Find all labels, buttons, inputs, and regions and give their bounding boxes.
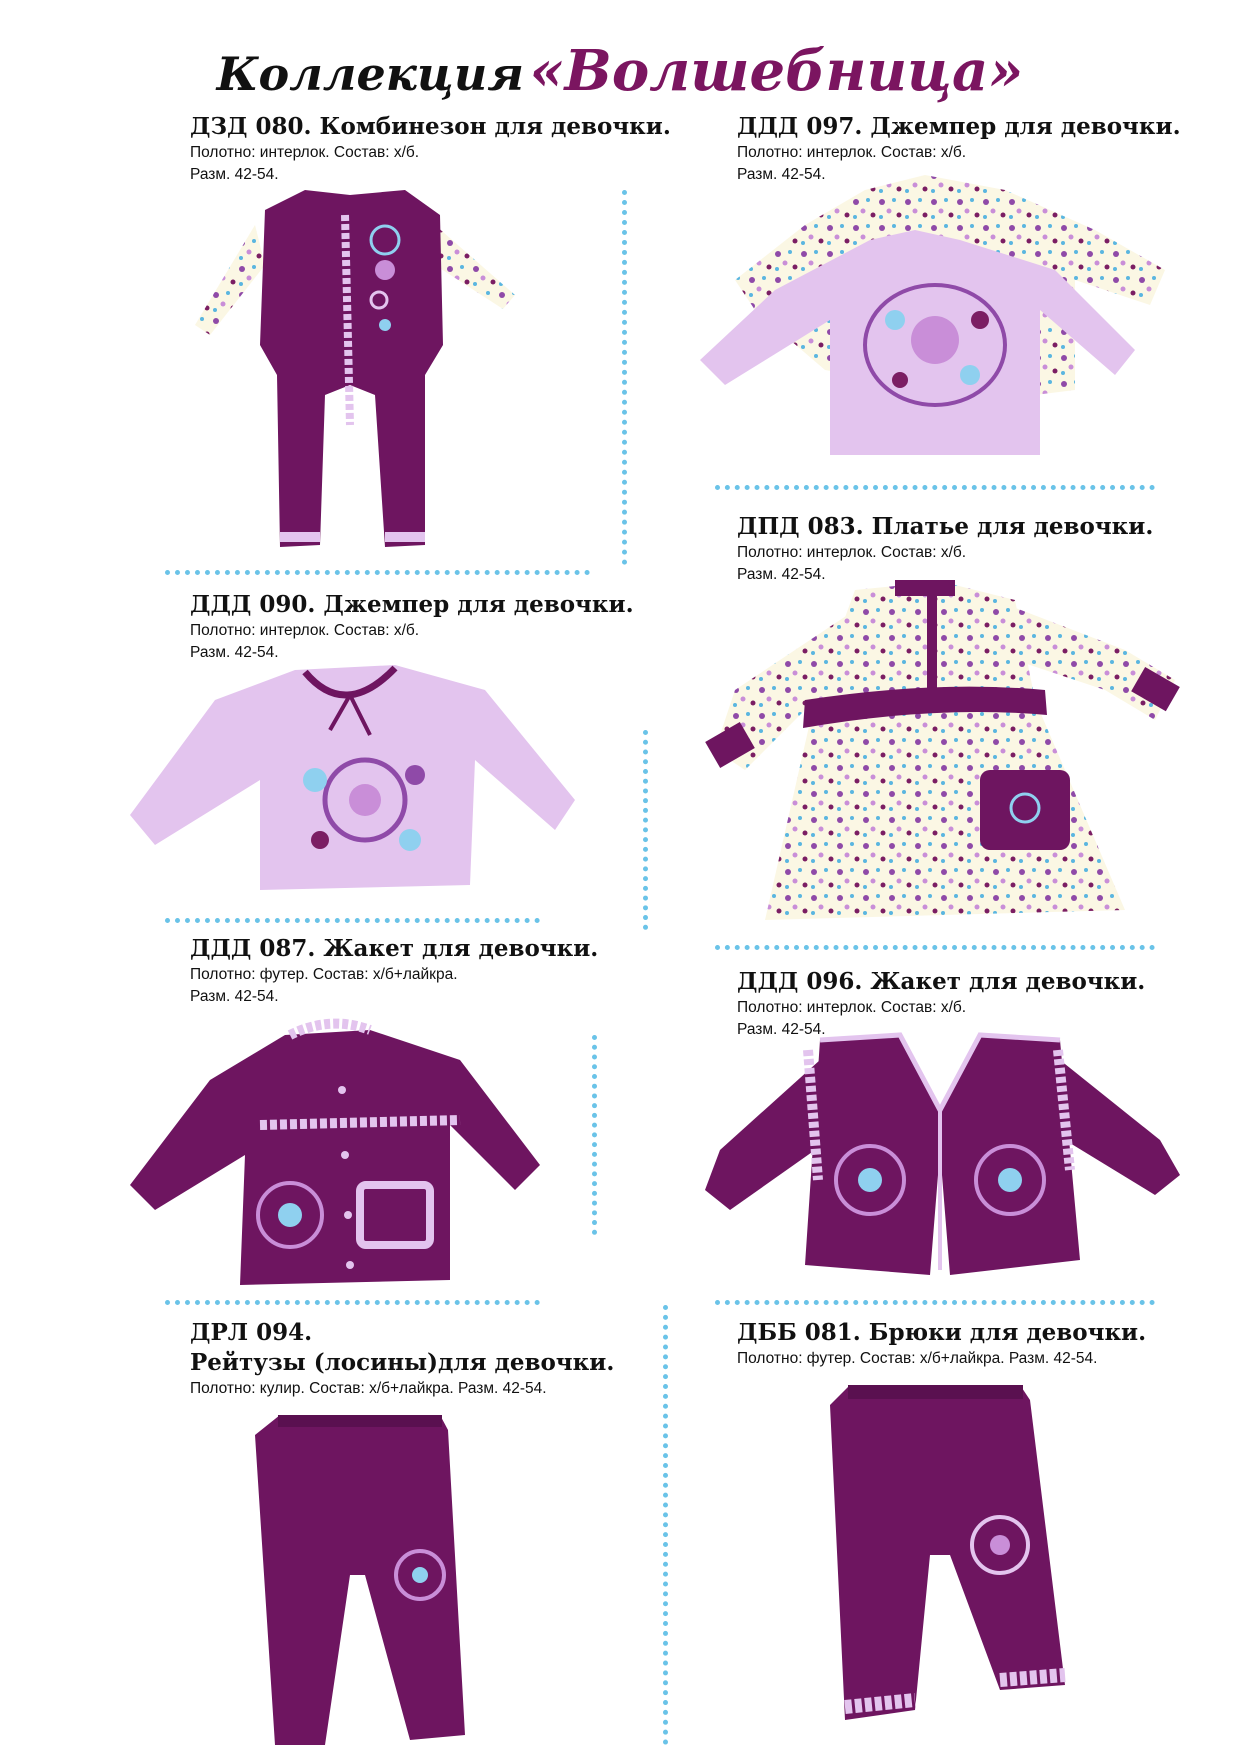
product-sizes: Разм. 42-54.: [190, 988, 279, 1005]
divider-horizontal: [165, 570, 590, 575]
divider-horizontal: [715, 1300, 1155, 1305]
product-dzd-080: [190, 112, 671, 186]
product-dpd-083: [737, 512, 1153, 586]
jumper-pair-image: [695, 170, 1165, 460]
product-title: ДДД 090. Джемпер для девочки.: [190, 591, 634, 618]
divider-vertical: [592, 1035, 597, 1235]
product-sizes: Разм. 42-54.: [737, 166, 826, 183]
product-fabric: Полотно: кулир. Состав: х/б+лайкра. Разм. 42-54.: [190, 1380, 547, 1397]
product-sizes: Разм. 42-54.: [737, 1021, 826, 1038]
product-title: ДДД 097. Джемпер для девочки.: [737, 113, 1181, 140]
product-fabric: Полотно: футер. Состав: х/б+лайкра.: [190, 966, 458, 983]
divider-horizontal: [715, 485, 1155, 490]
product-ddd-090: [190, 590, 634, 664]
product-fabric: Полотно: интерлок. Состав: х/б.: [737, 999, 967, 1016]
product-drl-094: [190, 1318, 614, 1400]
product-fabric: Полотно: интерлок. Состав: х/б.: [737, 144, 967, 161]
product-sizes: Разм. 42-54.: [190, 166, 279, 183]
product-title-line2: Рейтузы (лосины)для девочки.: [190, 1349, 615, 1376]
divider-horizontal: [165, 918, 540, 923]
jumpsuit-image: [185, 185, 525, 555]
product-sizes: Разм. 42-54.: [737, 566, 826, 583]
product-fabric: Полотно: интерлок. Состав: х/б.: [190, 144, 420, 161]
dress-image: [705, 580, 1185, 925]
product-title: ДДД 096. Жакет для девочки.: [737, 968, 1146, 995]
divider-vertical: [622, 190, 627, 565]
product-title: ДДД 087. Жакет для девочки.: [190, 935, 599, 962]
product-title: ДРЛ 094.: [190, 1319, 313, 1346]
divider-vertical: [663, 1305, 668, 1745]
product-ddd-087: [190, 934, 598, 1008]
product-title: ДББ 081. Брюки для девочки.: [737, 1319, 1147, 1346]
divider-horizontal: [165, 1300, 540, 1305]
product-sizes: Разм. 42-54.: [190, 644, 279, 661]
collection-name: «Волшебница»: [529, 38, 1024, 104]
product-dbb-081: [737, 1318, 1146, 1370]
leggings-image: [250, 1415, 470, 1750]
product-fabric: Полотно: интерлок. Состав: х/б.: [190, 622, 420, 639]
title-prefix: Коллекция: [216, 47, 524, 101]
divider-horizontal: [715, 945, 1155, 950]
page-title: [0, 38, 1240, 104]
vest-jacket-image: [700, 1030, 1185, 1280]
jacket-image: [130, 1015, 550, 1290]
divider-vertical: [643, 730, 648, 930]
product-fabric: Полотно: интерлок. Состав: х/б.: [737, 544, 967, 561]
product-title: ДЗД 080. Комбинезон для девочки.: [190, 113, 671, 140]
jumper-image: [125, 660, 575, 900]
trousers-image: [820, 1385, 1080, 1735]
product-title: ДПД 083. Платье для девочки.: [737, 513, 1154, 540]
product-fabric: Полотно: футер. Состав: х/б+лайкра. Разм. 42-54.: [737, 1350, 1098, 1367]
